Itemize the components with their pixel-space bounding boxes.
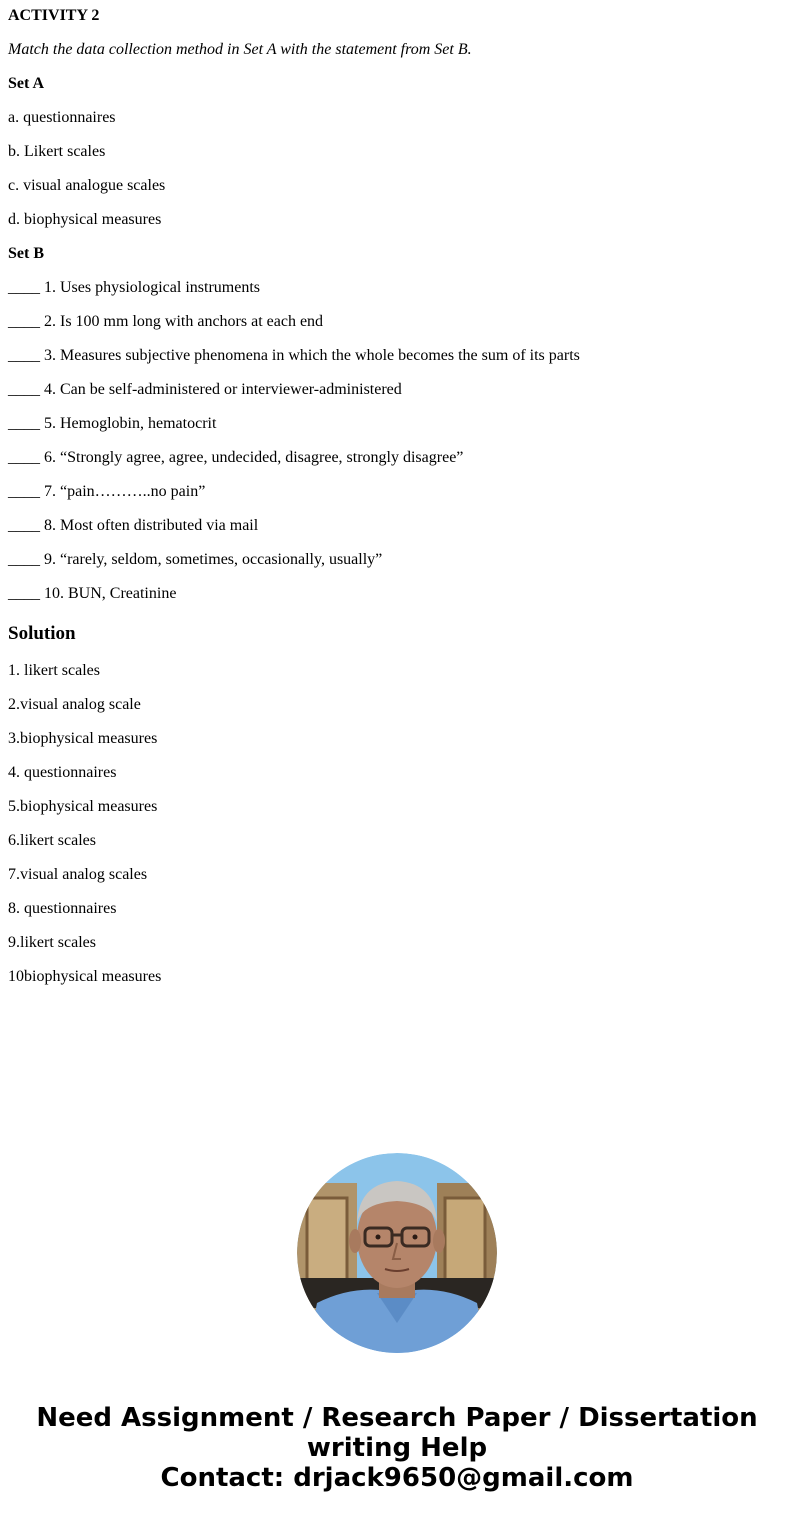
activity-instruction: Match the data collection method in Set A with the statement from Set B. xyxy=(8,41,472,58)
footer-contact-email: Contact: drjack9650@gmail.com xyxy=(160,1463,634,1493)
solution-heading: Solution xyxy=(8,623,76,644)
set-b-item: ____ 6. “Strongly agree, agree, undecided, disagree, strongly disagree” xyxy=(8,449,464,466)
footer-line-1: Need Assignment / Research Paper / Dissertation xyxy=(36,1403,758,1433)
set-b-item: ____ 9. “rarely, seldom, sometimes, occasionally, usually” xyxy=(8,551,383,568)
solution-answer: 1. likert scales xyxy=(8,662,100,679)
solution-answer: 5.biophysical measures xyxy=(8,798,158,815)
solution-answer: 8. questionnaires xyxy=(8,900,117,917)
set-b-item: ____ 10. BUN, Creatinine xyxy=(8,585,177,602)
contact-banner xyxy=(0,1403,794,1493)
set-b-heading: Set B xyxy=(8,245,44,262)
set-a-item: a. questionnaires xyxy=(8,109,116,126)
set-a-item: c. visual analogue scales xyxy=(8,177,166,194)
set-b-item: ____ 1. Uses physiological instruments xyxy=(8,279,260,296)
set-a-item: b. Likert scales xyxy=(8,143,106,160)
solution-answer: 9.likert scales xyxy=(8,934,96,951)
author-portrait-image xyxy=(297,1153,497,1353)
solution-answer: 6.likert scales xyxy=(8,832,96,849)
set-b-item: ____ 7. “pain………..no pain” xyxy=(8,483,206,500)
solution-answer: 10biophysical measures xyxy=(8,968,162,985)
set-a-heading: Set A xyxy=(8,75,44,92)
solution-answer: 4. questionnaires xyxy=(8,764,117,781)
set-b-item: ____ 5. Hemoglobin, hematocrit xyxy=(8,415,217,432)
activity-title: ACTIVITY 2 xyxy=(8,7,100,24)
author-avatar xyxy=(297,1153,497,1353)
footer-line-2: writing Help xyxy=(306,1433,488,1463)
set-a-item: d. biophysical measures xyxy=(8,211,162,228)
set-b-item: ____ 4. Can be self-administered or interviewer-administered xyxy=(8,381,402,398)
set-b-item: ____ 8. Most often distributed via mail xyxy=(8,517,259,534)
solution-answer: 3.biophysical measures xyxy=(8,730,158,747)
set-b-item: ____ 2. Is 100 mm long with anchors at each end xyxy=(8,313,324,330)
set-b-item: ____ 3. Measures subjective phenomena in which the whole becomes the sum of its parts xyxy=(8,347,580,364)
solution-answer: 2.visual analog scale xyxy=(8,696,141,713)
solution-answer: 7.visual analog scales xyxy=(8,866,148,883)
